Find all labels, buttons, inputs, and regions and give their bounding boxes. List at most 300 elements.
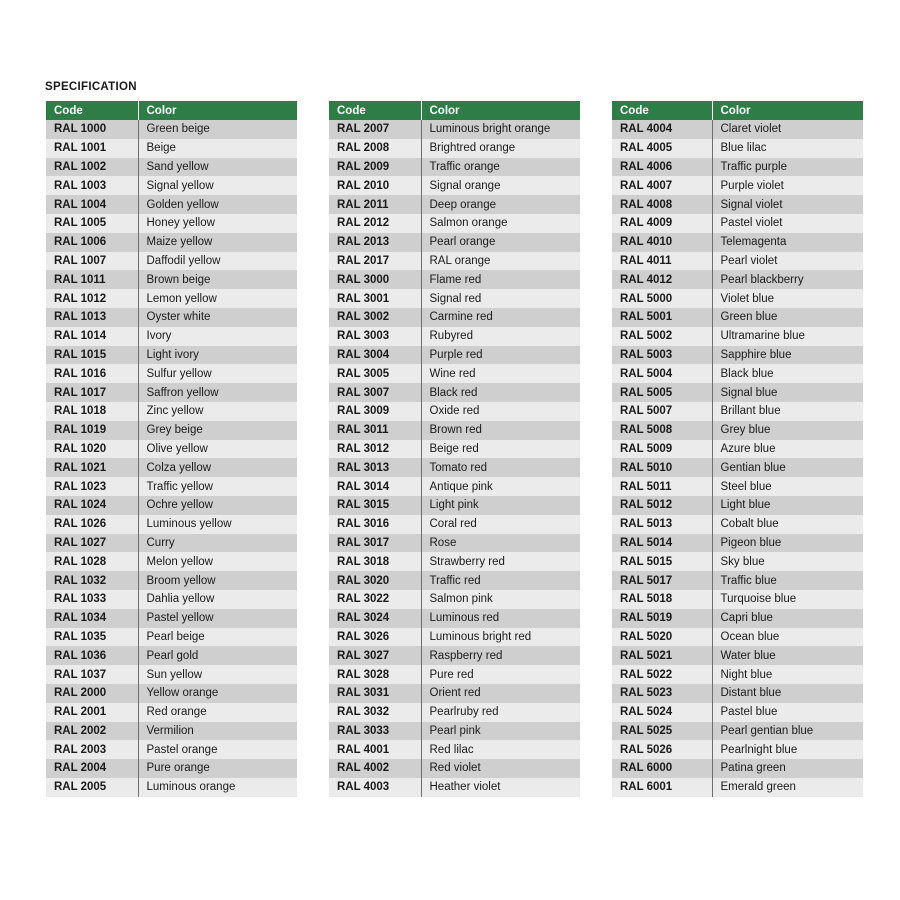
cell-color-name: Light blue bbox=[712, 496, 863, 515]
cell-color-name: Pearl pink bbox=[421, 722, 580, 741]
table-row bbox=[612, 176, 863, 195]
cell-code: RAL 3032 bbox=[329, 703, 421, 722]
cell-color-name: Ivory bbox=[138, 327, 297, 346]
table-row bbox=[329, 139, 580, 158]
table-row bbox=[329, 364, 580, 383]
table-row bbox=[46, 195, 297, 214]
table-row bbox=[46, 383, 297, 402]
cell-code: RAL 5012 bbox=[612, 496, 712, 515]
table-row bbox=[329, 628, 580, 647]
cell-code: RAL 5013 bbox=[612, 515, 712, 534]
cell-code: RAL 6000 bbox=[612, 759, 712, 778]
table-row bbox=[329, 515, 580, 534]
cell-code: RAL 3031 bbox=[329, 684, 421, 703]
cell-color-name: Golden yellow bbox=[138, 195, 297, 214]
cell-color-name: Ultramarine blue bbox=[712, 327, 863, 346]
table-row bbox=[46, 308, 297, 327]
table-row bbox=[612, 703, 863, 722]
cell-code: RAL 1026 bbox=[46, 515, 138, 534]
table-row bbox=[329, 289, 580, 308]
cell-color-name: Signal red bbox=[421, 289, 580, 308]
cell-code: RAL 5001 bbox=[612, 308, 712, 327]
cell-color-name: Pearl blackberry bbox=[712, 270, 863, 289]
table-row bbox=[612, 214, 863, 233]
table-row bbox=[46, 628, 297, 647]
cell-code: RAL 3018 bbox=[329, 552, 421, 571]
cell-code: RAL 2003 bbox=[46, 740, 138, 759]
cell-code: RAL 1032 bbox=[46, 571, 138, 590]
table-row bbox=[46, 233, 297, 252]
cell-color-name: Emerald green bbox=[712, 778, 863, 797]
cell-code: RAL 3016 bbox=[329, 515, 421, 534]
table-row bbox=[46, 759, 297, 778]
table-row bbox=[329, 120, 580, 139]
cell-code: RAL 5008 bbox=[612, 421, 712, 440]
table-row bbox=[329, 421, 580, 440]
cell-color-name: Purple violet bbox=[712, 176, 863, 195]
cell-code: RAL 3003 bbox=[329, 327, 421, 346]
table-row bbox=[612, 646, 863, 665]
cell-color-name: Sapphire blue bbox=[712, 346, 863, 365]
table-row bbox=[46, 364, 297, 383]
table-row bbox=[46, 496, 297, 515]
table-row bbox=[612, 270, 863, 289]
cell-color-name: Turquoise blue bbox=[712, 590, 863, 609]
cell-code: RAL 1027 bbox=[46, 534, 138, 553]
table-row bbox=[612, 346, 863, 365]
table-row bbox=[329, 759, 580, 778]
cell-color-name: Beige bbox=[138, 139, 297, 158]
cell-color-name: Yellow orange bbox=[138, 684, 297, 703]
table-row bbox=[329, 440, 580, 459]
table-row bbox=[329, 308, 580, 327]
cell-code: RAL 3000 bbox=[329, 270, 421, 289]
cell-color-name: Grey beige bbox=[138, 421, 297, 440]
cell-code: RAL 1006 bbox=[46, 233, 138, 252]
cell-color-name: Brown red bbox=[421, 421, 580, 440]
cell-color-name: Capri blue bbox=[712, 609, 863, 628]
cell-color-name: Lemon yellow bbox=[138, 289, 297, 308]
cell-code: RAL 5021 bbox=[612, 646, 712, 665]
cell-code: RAL 2010 bbox=[329, 176, 421, 195]
table-header-row bbox=[329, 101, 580, 120]
table-row bbox=[46, 139, 297, 158]
cell-code: RAL 2012 bbox=[329, 214, 421, 233]
cell-color-name: Melon yellow bbox=[138, 552, 297, 571]
cell-code: RAL 5020 bbox=[612, 628, 712, 647]
table-row bbox=[612, 609, 863, 628]
cell-code: RAL 1033 bbox=[46, 590, 138, 609]
cell-color-name: Antique pink bbox=[421, 477, 580, 496]
cell-code: RAL 4006 bbox=[612, 158, 712, 177]
cell-color-name: Dahlia yellow bbox=[138, 590, 297, 609]
cell-color-name: Beige red bbox=[421, 440, 580, 459]
cell-color-name: Carmine red bbox=[421, 308, 580, 327]
cell-color-name: Pastel orange bbox=[138, 740, 297, 759]
cell-color-name: Pearl gold bbox=[138, 646, 297, 665]
table-row bbox=[46, 477, 297, 496]
cell-color-name: Night blue bbox=[712, 665, 863, 684]
cell-color-name: Pure orange bbox=[138, 759, 297, 778]
cell-code: RAL 3033 bbox=[329, 722, 421, 741]
table-row bbox=[329, 477, 580, 496]
cell-code: RAL 2000 bbox=[46, 684, 138, 703]
cell-code: RAL 1035 bbox=[46, 628, 138, 647]
cell-color-name: Saffron yellow bbox=[138, 383, 297, 402]
cell-color-name: Heather violet bbox=[421, 778, 580, 797]
cell-code: RAL 1013 bbox=[46, 308, 138, 327]
cell-color-name: Signal orange bbox=[421, 176, 580, 195]
table-row bbox=[329, 252, 580, 271]
cell-code: RAL 3013 bbox=[329, 458, 421, 477]
table-header bbox=[329, 101, 580, 120]
cell-color-name: Brightred orange bbox=[421, 139, 580, 158]
cell-code: RAL 3009 bbox=[329, 402, 421, 421]
cell-color-name: Grey blue bbox=[712, 421, 863, 440]
cell-code: RAL 4002 bbox=[329, 759, 421, 778]
cell-code: RAL 4012 bbox=[612, 270, 712, 289]
cell-color-name: Salmon orange bbox=[421, 214, 580, 233]
table-row bbox=[46, 402, 297, 421]
table-row bbox=[329, 590, 580, 609]
table-row bbox=[46, 458, 297, 477]
cell-code: RAL 1036 bbox=[46, 646, 138, 665]
table-row bbox=[329, 684, 580, 703]
table-row bbox=[329, 722, 580, 741]
table-row bbox=[612, 158, 863, 177]
cell-code: RAL 2013 bbox=[329, 233, 421, 252]
cell-code: RAL 2011 bbox=[329, 195, 421, 214]
table-row bbox=[329, 458, 580, 477]
table-row bbox=[612, 421, 863, 440]
table-header bbox=[612, 101, 863, 120]
cell-color-name: Purple red bbox=[421, 346, 580, 365]
cell-code: RAL 5000 bbox=[612, 289, 712, 308]
cell-color-name: Sun yellow bbox=[138, 665, 297, 684]
cell-color-name: Pigeon blue bbox=[712, 534, 863, 553]
cell-color-name: Luminous yellow bbox=[138, 515, 297, 534]
table-row bbox=[612, 628, 863, 647]
cell-color-name: Signal yellow bbox=[138, 176, 297, 195]
cell-code: RAL 5005 bbox=[612, 383, 712, 402]
cell-code: RAL 5003 bbox=[612, 346, 712, 365]
cell-color-name: Light pink bbox=[421, 496, 580, 515]
cell-code: RAL 1034 bbox=[46, 609, 138, 628]
cell-color-name: Traffic yellow bbox=[138, 477, 297, 496]
table-header-row bbox=[46, 101, 297, 120]
cell-code: RAL 4003 bbox=[329, 778, 421, 797]
cell-code: RAL 1028 bbox=[46, 552, 138, 571]
cell-code: RAL 1011 bbox=[46, 270, 138, 289]
cell-code: RAL 1020 bbox=[46, 440, 138, 459]
cell-color-name: Maize yellow bbox=[138, 233, 297, 252]
cell-color-name: Pure red bbox=[421, 665, 580, 684]
cell-code: RAL 3022 bbox=[329, 590, 421, 609]
table-row bbox=[612, 327, 863, 346]
cell-code: RAL 2008 bbox=[329, 139, 421, 158]
page-title: SPECIFICATION bbox=[45, 81, 137, 93]
cell-code: RAL 1019 bbox=[46, 421, 138, 440]
table-row bbox=[46, 289, 297, 308]
table-row bbox=[612, 496, 863, 515]
cell-code: RAL 4008 bbox=[612, 195, 712, 214]
table-row bbox=[329, 534, 580, 553]
cell-code: RAL 3024 bbox=[329, 609, 421, 628]
cell-code: RAL 1037 bbox=[46, 665, 138, 684]
table-row bbox=[329, 383, 580, 402]
cell-code: RAL 3007 bbox=[329, 383, 421, 402]
cell-code: RAL 3005 bbox=[329, 364, 421, 383]
table-row bbox=[329, 665, 580, 684]
table-row bbox=[329, 270, 580, 289]
cell-color-name: Rubyred bbox=[421, 327, 580, 346]
cell-color-name: Zinc yellow bbox=[138, 402, 297, 421]
ral-color-table-1 bbox=[46, 101, 297, 797]
table-row bbox=[612, 590, 863, 609]
cell-color-name: Daffodil yellow bbox=[138, 252, 297, 271]
table-row bbox=[46, 327, 297, 346]
cell-color-name: Tomato red bbox=[421, 458, 580, 477]
cell-color-name: Oyster white bbox=[138, 308, 297, 327]
table-row bbox=[329, 214, 580, 233]
cell-color-name: Claret violet bbox=[712, 120, 863, 139]
cell-code: RAL 5007 bbox=[612, 402, 712, 421]
table-row bbox=[612, 722, 863, 741]
table-row bbox=[329, 740, 580, 759]
table-row bbox=[329, 402, 580, 421]
table-row bbox=[46, 722, 297, 741]
cell-color-name: Salmon pink bbox=[421, 590, 580, 609]
cell-code: RAL 3017 bbox=[329, 534, 421, 553]
cell-code: RAL 2002 bbox=[46, 722, 138, 741]
table-row bbox=[46, 158, 297, 177]
cell-code: RAL 3020 bbox=[329, 571, 421, 590]
cell-color-name: Cobalt blue bbox=[712, 515, 863, 534]
cell-code: RAL 1004 bbox=[46, 195, 138, 214]
table-row bbox=[46, 270, 297, 289]
column-header-color: Color bbox=[421, 101, 580, 120]
cell-code: RAL 5009 bbox=[612, 440, 712, 459]
table-row bbox=[329, 552, 580, 571]
cell-color-name: Sand yellow bbox=[138, 158, 297, 177]
cell-color-name: Luminous red bbox=[421, 609, 580, 628]
table-row bbox=[329, 195, 580, 214]
cell-code: RAL 1002 bbox=[46, 158, 138, 177]
table-row bbox=[612, 477, 863, 496]
cell-color-name: Broom yellow bbox=[138, 571, 297, 590]
cell-color-name: Traffic blue bbox=[712, 571, 863, 590]
column-header-code: Code bbox=[329, 101, 421, 120]
cell-color-name: Signal blue bbox=[712, 383, 863, 402]
cell-code: RAL 2017 bbox=[329, 252, 421, 271]
cell-code: RAL 3028 bbox=[329, 665, 421, 684]
cell-color-name: Olive yellow bbox=[138, 440, 297, 459]
cell-code: RAL 3001 bbox=[329, 289, 421, 308]
cell-code: RAL 2005 bbox=[46, 778, 138, 797]
table-row bbox=[612, 458, 863, 477]
table-row bbox=[46, 740, 297, 759]
cell-color-name: Steel blue bbox=[712, 477, 863, 496]
table-row bbox=[329, 346, 580, 365]
table-row bbox=[46, 252, 297, 271]
cell-code: RAL 2004 bbox=[46, 759, 138, 778]
cell-color-name: Light ivory bbox=[138, 346, 297, 365]
cell-code: RAL 3014 bbox=[329, 477, 421, 496]
table-row bbox=[46, 515, 297, 534]
cell-color-name: Violet blue bbox=[712, 289, 863, 308]
cell-color-name: Patina green bbox=[712, 759, 863, 778]
cell-color-name: Red lilac bbox=[421, 740, 580, 759]
cell-code: RAL 1017 bbox=[46, 383, 138, 402]
cell-color-name: Black blue bbox=[712, 364, 863, 383]
cell-color-name: Sky blue bbox=[712, 552, 863, 571]
cell-color-name: Vermilion bbox=[138, 722, 297, 741]
cell-color-name: Pearlruby red bbox=[421, 703, 580, 722]
cell-code: RAL 1012 bbox=[46, 289, 138, 308]
cell-code: RAL 4004 bbox=[612, 120, 712, 139]
table-row bbox=[612, 778, 863, 797]
table-header bbox=[46, 101, 297, 120]
cell-code: RAL 3011 bbox=[329, 421, 421, 440]
cell-code: RAL 3012 bbox=[329, 440, 421, 459]
ral-color-table-3 bbox=[612, 101, 863, 797]
cell-code: RAL 1015 bbox=[46, 346, 138, 365]
table-header-row bbox=[612, 101, 863, 120]
cell-code: RAL 3015 bbox=[329, 496, 421, 515]
cell-color-name: Pastel yellow bbox=[138, 609, 297, 628]
cell-color-name: Pastel blue bbox=[712, 703, 863, 722]
cell-color-name: Green blue bbox=[712, 308, 863, 327]
cell-color-name: Red violet bbox=[421, 759, 580, 778]
table-row bbox=[612, 440, 863, 459]
cell-code: RAL 5024 bbox=[612, 703, 712, 722]
cell-color-name: Raspberry red bbox=[421, 646, 580, 665]
cell-code: RAL 1018 bbox=[46, 402, 138, 421]
cell-code: RAL 5011 bbox=[612, 477, 712, 496]
cell-color-name: Pearl violet bbox=[712, 252, 863, 271]
table-row bbox=[329, 571, 580, 590]
table-row bbox=[46, 552, 297, 571]
cell-color-name: Distant blue bbox=[712, 684, 863, 703]
cell-color-name: Pearlnight blue bbox=[712, 740, 863, 759]
table-row bbox=[612, 515, 863, 534]
table-row bbox=[612, 120, 863, 139]
cell-code: RAL 3004 bbox=[329, 346, 421, 365]
cell-code: RAL 5025 bbox=[612, 722, 712, 741]
cell-code: RAL 4011 bbox=[612, 252, 712, 271]
cell-code: RAL 2007 bbox=[329, 120, 421, 139]
cell-color-name: Sulfur yellow bbox=[138, 364, 297, 383]
cell-color-name: Telemagenta bbox=[712, 233, 863, 252]
cell-code: RAL 1007 bbox=[46, 252, 138, 271]
table-row bbox=[612, 195, 863, 214]
cell-code: RAL 5010 bbox=[612, 458, 712, 477]
table-row bbox=[612, 233, 863, 252]
table-row bbox=[612, 684, 863, 703]
cell-code: RAL 1014 bbox=[46, 327, 138, 346]
cell-code: RAL 1000 bbox=[46, 120, 138, 139]
table-row bbox=[46, 176, 297, 195]
cell-code: RAL 1001 bbox=[46, 139, 138, 158]
cell-code: RAL 5014 bbox=[612, 534, 712, 553]
cell-code: RAL 4007 bbox=[612, 176, 712, 195]
table-row bbox=[46, 571, 297, 590]
cell-code: RAL 5004 bbox=[612, 364, 712, 383]
cell-code: RAL 3002 bbox=[329, 308, 421, 327]
column-header-color: Color bbox=[712, 101, 863, 120]
table-row bbox=[612, 759, 863, 778]
cell-color-name: Brown beige bbox=[138, 270, 297, 289]
table-row bbox=[46, 684, 297, 703]
table-row bbox=[329, 233, 580, 252]
table-row bbox=[612, 665, 863, 684]
table-row bbox=[46, 346, 297, 365]
cell-code: RAL 5015 bbox=[612, 552, 712, 571]
cell-color-name: RAL orange bbox=[421, 252, 580, 271]
cell-color-name: Ochre yellow bbox=[138, 496, 297, 515]
cell-code: RAL 4005 bbox=[612, 139, 712, 158]
table-row bbox=[612, 364, 863, 383]
cell-code: RAL 4001 bbox=[329, 740, 421, 759]
cell-code: RAL 5002 bbox=[612, 327, 712, 346]
table-row bbox=[329, 176, 580, 195]
cell-color-name: Ocean blue bbox=[712, 628, 863, 647]
cell-code: RAL 1005 bbox=[46, 214, 138, 233]
cell-code: RAL 3026 bbox=[329, 628, 421, 647]
table-row bbox=[612, 402, 863, 421]
cell-code: RAL 5022 bbox=[612, 665, 712, 684]
table-body bbox=[329, 120, 580, 797]
table-row bbox=[46, 665, 297, 684]
cell-color-name: Pastel violet bbox=[712, 214, 863, 233]
cell-color-name: Strawberry red bbox=[421, 552, 580, 571]
table-row bbox=[329, 646, 580, 665]
table-row bbox=[46, 646, 297, 665]
cell-color-name: Flame red bbox=[421, 270, 580, 289]
table-row bbox=[612, 252, 863, 271]
cell-color-name: Rose bbox=[421, 534, 580, 553]
cell-code: RAL 5017 bbox=[612, 571, 712, 590]
cell-code: RAL 5023 bbox=[612, 684, 712, 703]
cell-code: RAL 6001 bbox=[612, 778, 712, 797]
cell-code: RAL 2001 bbox=[46, 703, 138, 722]
cell-color-name: Pearl beige bbox=[138, 628, 297, 647]
cell-code: RAL 5018 bbox=[612, 590, 712, 609]
cell-code: RAL 1021 bbox=[46, 458, 138, 477]
ral-color-table-2 bbox=[329, 101, 580, 797]
column-header-code: Code bbox=[46, 101, 138, 120]
cell-code: RAL 1024 bbox=[46, 496, 138, 515]
column-header-color: Color bbox=[138, 101, 297, 120]
cell-code: RAL 4009 bbox=[612, 214, 712, 233]
cell-color-name: Luminous bright red bbox=[421, 628, 580, 647]
table-row bbox=[46, 778, 297, 797]
cell-code: RAL 1003 bbox=[46, 176, 138, 195]
cell-color-name: Deep orange bbox=[421, 195, 580, 214]
table-row bbox=[329, 158, 580, 177]
table-row bbox=[612, 534, 863, 553]
table-row bbox=[612, 383, 863, 402]
table-row bbox=[612, 552, 863, 571]
cell-color-name: Pearl orange bbox=[421, 233, 580, 252]
table-row bbox=[612, 289, 863, 308]
table-row bbox=[612, 740, 863, 759]
table-row bbox=[612, 571, 863, 590]
table-row bbox=[46, 421, 297, 440]
cell-color-name: Oxide red bbox=[421, 402, 580, 421]
cell-color-name: Blue lilac bbox=[712, 139, 863, 158]
table-row bbox=[46, 120, 297, 139]
